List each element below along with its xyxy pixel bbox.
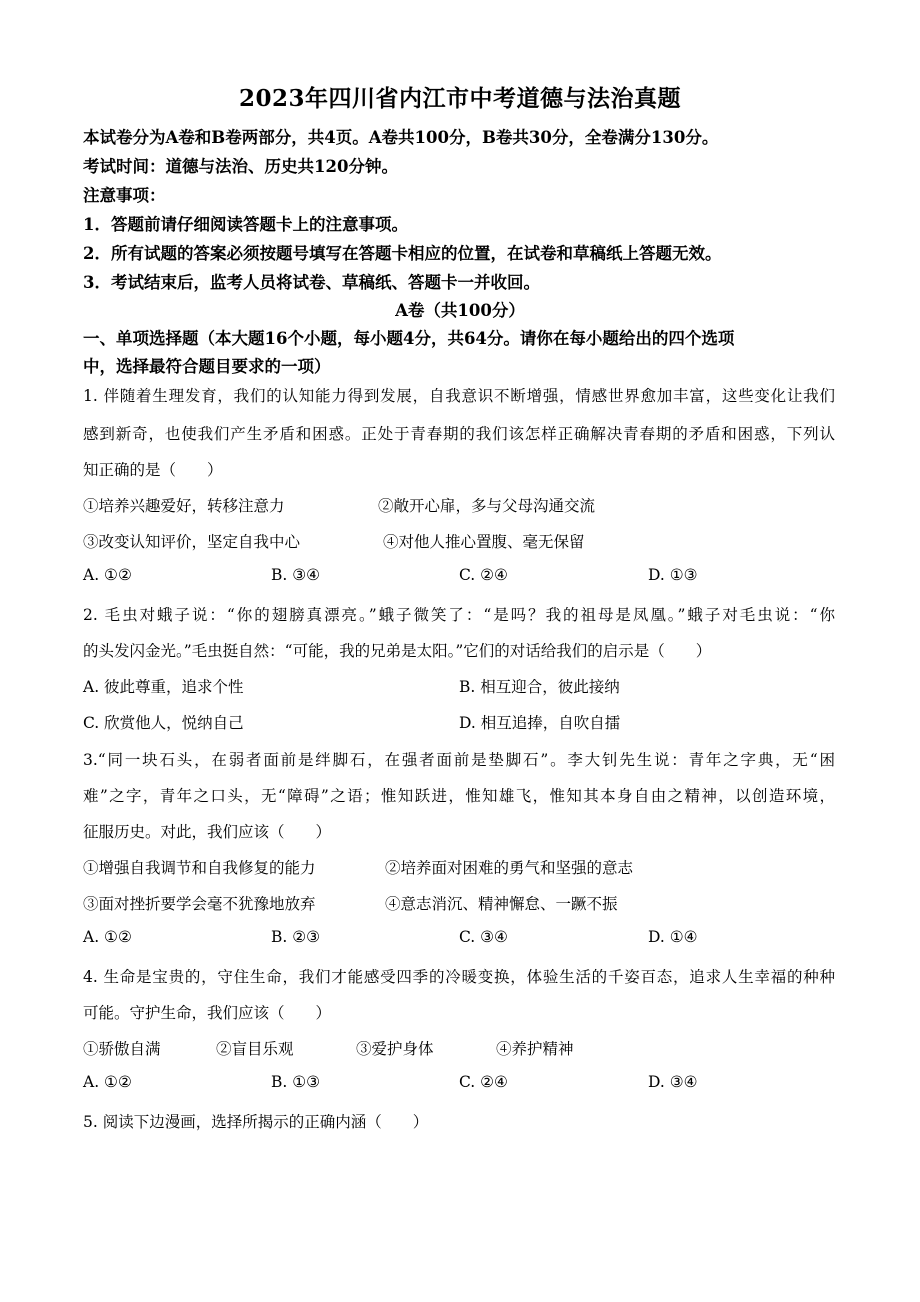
q3-stem-line-3: 征服历史。对此，我们应该（ ） (83, 823, 332, 841)
q3-stem-line-2: 难”之字，青年之口头，无“障碍”之语；惟知跃进，惟知雄飞，惟知其本身自由之精神，以创造环境， (83, 787, 835, 805)
intro-line-6: 3．考试结束后，监考人员将试卷、草稿纸、答题卡一并收回。 (83, 273, 540, 292)
q1-choice-a: A. ①② (83, 566, 132, 584)
q3-item-3: ③面对挫折要学会毫不犹豫地放弃 (83, 895, 316, 913)
q4-choice-a: A. ①② (83, 1073, 132, 1091)
q5-stem: 5. 阅读下边漫画，选择所揭示的正确内涵（ ） (83, 1113, 429, 1131)
intro-line-4: 1．答题前请仔细阅读答题卡上的注意事项。 (83, 215, 408, 234)
intro-line-2: 考试时间：道德与法治、历史共120分钟。 (83, 157, 398, 176)
q1-item-4: ④对他人推心置腹、毫无保留 (383, 533, 585, 551)
q4-item-1: ①骄傲自满 (83, 1040, 161, 1058)
q4-stem-line-2: 可能。守护生命，我们应该（ ） (83, 1004, 332, 1022)
q2-stem-line-1: 2. 毛虫对蛾子说：“你的翅膀真漂亮。”蛾子微笑了：“是吗？我的祖母是凤凰。”蛾子对毛虫说：“你 (83, 606, 835, 624)
intro-line-1: 本试卷分为A卷和B卷两部分，共4页。A卷共100分，B卷共30分，全卷满分130分。 (83, 128, 719, 147)
q3-item-2: ②培养面对困难的勇气和坚强的意志 (385, 859, 634, 877)
q4-choice-d: D. ③④ (648, 1073, 698, 1091)
q1-choice-b: B. ③④ (271, 566, 321, 584)
q3-choice-b: B. ②③ (271, 928, 321, 946)
q4-item-4: ④养护精神 (496, 1040, 574, 1058)
q2-choice-a: A. 彼此尊重，追求个性 (83, 678, 244, 696)
intro-line-3: 注意事项： (83, 186, 166, 205)
page-title: 2023年四川省内江市中考道德与法治真题 (238, 85, 681, 112)
q3-choice-a: A. ①② (83, 928, 132, 946)
q4-item-3: ③爱护身体 (356, 1040, 434, 1058)
q2-stem-line-2: 的头发闪金光。”毛虫挺自然：“可能，我的兄弟是太阳。”它们的对话给我们的启示是（ ） (83, 642, 712, 660)
q3-item-1: ①增强自我调节和自我修复的能力 (83, 859, 316, 877)
intro-line-5: 2．所有试题的答案必须按题号填写在答题卡相应的位置，在试卷和草稿纸上答题无效。 (83, 244, 722, 263)
section-a-heading: A卷（共100分） (395, 301, 525, 320)
q1-stem-line-3: 知正确的是（ ） (83, 461, 223, 479)
part1-heading-line-1: 一、单项选择题（本大题16个小题，每小题4分，共64分。请你在每小题给出的四个选项 (83, 329, 735, 348)
q3-stem-line-1: 3.“同一块石头，在弱者面前是绊脚石，在强者面前是垫脚石”。李大钊先生说：青年之字典，无“困 (83, 751, 835, 769)
q1-stem-line-1: 1. 伴随着生理发育，我们的认知能力得到发展，自我意识不断增强，情感世界愈加丰富，这些变化让我们 (83, 387, 835, 405)
q2-choice-b: B. 相互迎合，彼此接纳 (459, 678, 620, 696)
q3-choice-c: C. ③④ (459, 928, 508, 946)
q1-item-2: ②敞开心扉，多与父母沟通交流 (378, 497, 596, 515)
q4-stem-line-1: 4. 生命是宝贵的，守住生命，我们才能感受四季的冷暖变换，体验生活的千姿百态，追求人生幸福的种种 (83, 968, 835, 986)
q1-stem-line-2: 感到新奇，也使我们产生矛盾和困惑。正处于青春期的我们该怎样正确解决青春期的矛盾和困惑，下列认 (83, 425, 835, 443)
q3-item-4: ④意志消沉、精神懈怠、一蹶不振 (385, 895, 618, 913)
q2-choice-c: C. 欣赏他人，悦纳自己 (83, 714, 244, 732)
q2-choice-d: D. 相互追捧，自吹自擂 (459, 714, 621, 732)
q1-item-1: ①培养兴趣爱好，转移注意力 (83, 497, 285, 515)
q1-choice-d: D. ①③ (648, 566, 698, 584)
q4-choice-b: B. ①③ (271, 1073, 321, 1091)
q3-choice-d: D. ①④ (648, 928, 698, 946)
q4-choice-c: C. ②④ (459, 1073, 508, 1091)
q1-choice-c: C. ②④ (459, 566, 508, 584)
q4-item-2: ②盲目乐观 (216, 1040, 294, 1058)
part1-heading-line-2: 中，选择最符合题目要求的一项） (83, 357, 331, 376)
q1-item-3: ③改变认知评价，坚定自我中心 (83, 533, 301, 551)
